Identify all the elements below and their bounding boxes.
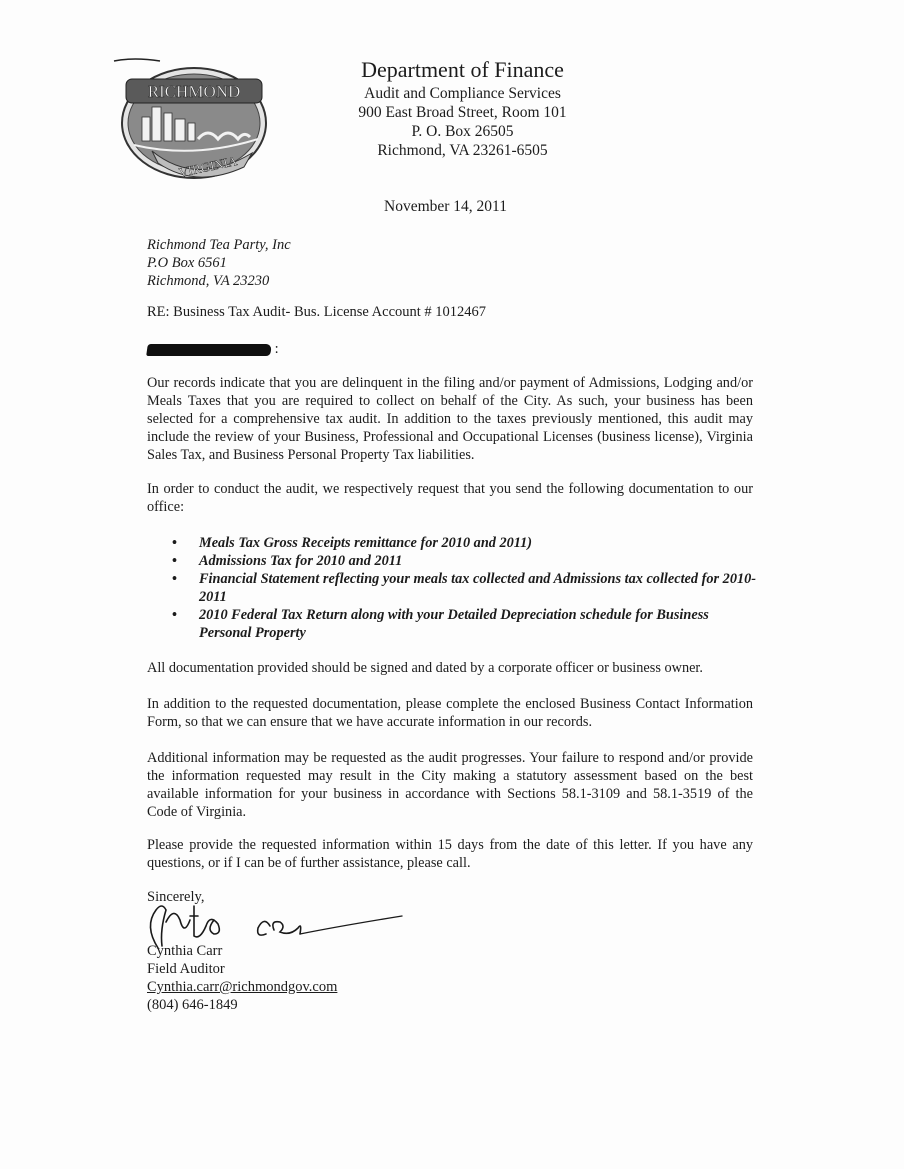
list-item-text: Financial Statement reflecting your meals tax collected and Admissions tax collected for 2010-2011 — [199, 571, 757, 605]
bullet-icon: • — [172, 553, 178, 569]
list-item — [172, 552, 757, 570]
department-address-line: 900 East Broad Street, Room 101 — [358, 104, 567, 121]
salutation — [147, 341, 279, 358]
logo-bottom-text: VIRGINIA — [177, 153, 239, 181]
paragraph-statutory-assessment: Additional information may be requested as the audit progresses. Your failure to respond and/or provide the information requested may result in the City making a statutory assessment based on the best available information for your business in accordance with Sections 58.1-3109 and 58.1-3519 of the Code of Virginia. — [147, 750, 753, 820]
requested-documents-list — [172, 534, 757, 642]
logo-top-text: RICHMOND — [147, 82, 241, 101]
richmond-seal-logo — [112, 55, 272, 185]
paragraph-deadline: Please provide the requested information within 15 days from the date of this letter. If you have any questions, or if I can be of further assistance, please call. — [147, 837, 753, 871]
recipient-line: Richmond Tea Party, Inc — [147, 237, 291, 253]
re-line: RE: Business Tax Audit- Bus. License Account # 1012467 — [147, 304, 487, 320]
letter-date: November 14, 2011 — [384, 198, 507, 215]
department-address-line: Richmond, VA 23261-6505 — [377, 142, 548, 159]
list-item-text: Admissions Tax for 2010 and 2011 — [199, 553, 403, 569]
paragraph-documentation-request: In order to conduct the audit, we respectively request that you send the following documentation to our office: — [147, 481, 753, 515]
signature-block — [147, 888, 337, 1014]
bullet-icon: • — [172, 607, 178, 623]
recipient-line: P.O Box 6561 — [147, 255, 227, 271]
paragraph-signing-requirement: All documentation provided should be signed and dated by a corporate officer or business owner. — [147, 660, 703, 676]
recipient-address — [147, 236, 291, 290]
redaction-mark — [146, 344, 272, 356]
paragraph-contact-form: In addition to the requested documentation, please complete the enclosed Business Contact Information Form, so that we can ensure that we have accurate information in our records. — [147, 696, 753, 730]
department-header — [330, 56, 595, 160]
list-item — [172, 606, 757, 642]
paragraph-delinquency-notice: Our records indicate that you are delinquent in the filing and/or payment of Admissions, Lodging and/or Meals Taxes that you are required to collect on behalf of the City. As such, your business has been selected for a comprehensive tax audit. In addition to the taxes previously mentioned, this audit may include the review of your Business, Professional and Occupational Licenses (business license), Virginia Sales Tax, and Business Personal Property Tax liabilities. — [147, 375, 753, 463]
list-item — [172, 534, 757, 552]
salutation-colon: : — [274, 341, 279, 357]
list-item — [172, 570, 757, 606]
recipient-line: Richmond, VA 23230 — [147, 273, 270, 289]
bullet-icon: • — [172, 535, 178, 551]
signer-phone: (804) 646-1849 — [147, 997, 238, 1013]
signer-name: Cynthia Carr — [147, 943, 223, 959]
department-address-line: P. O. Box 26505 — [411, 123, 514, 140]
department-address-line: Audit and Compliance Services — [364, 85, 561, 102]
valediction: Sincerely, — [147, 889, 205, 905]
list-item-text: Meals Tax Gross Receipts remittance for 2010 and 2011) — [199, 535, 533, 551]
list-item-text: 2010 Federal Tax Return along with your Detailed Depreciation schedule for Business Personal Property — [199, 607, 709, 641]
signer-email-link[interactable]: Cynthia.carr@richmondgov.com — [147, 979, 338, 995]
signer-title: Field Auditor — [147, 961, 225, 977]
department-title: Department of Finance — [361, 57, 564, 82]
bullet-icon: • — [172, 571, 178, 587]
